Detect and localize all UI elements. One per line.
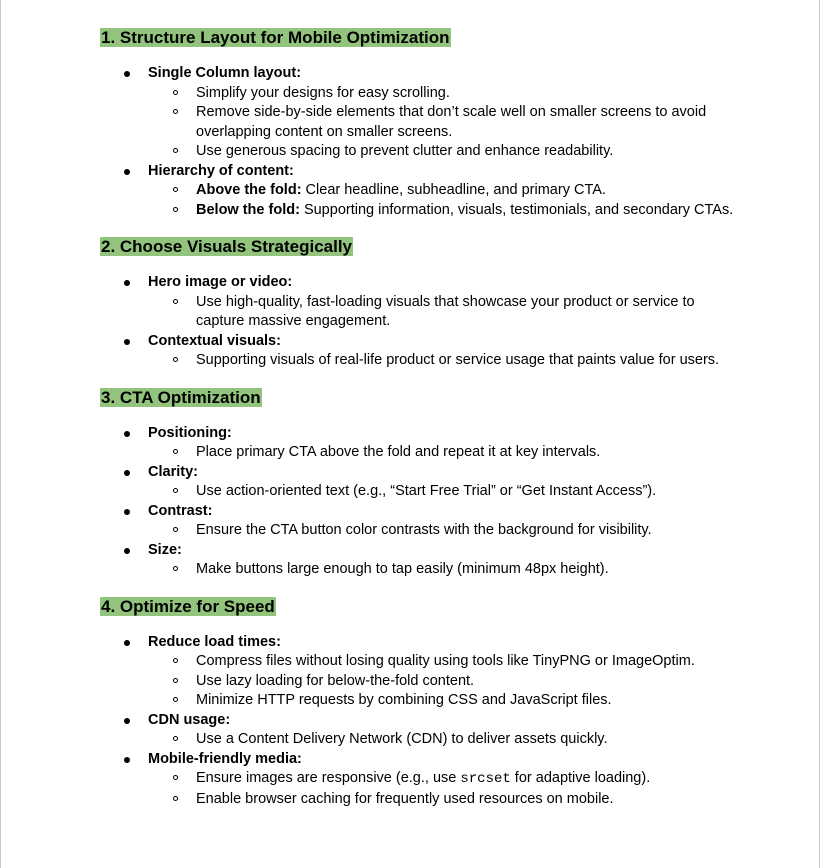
sub-item-text: Use action-oriented text (e.g., “Start Free Trial” or “Get Instant Access”).	[196, 483, 657, 499]
bullet-circle-icon	[173, 566, 178, 571]
section	[100, 596, 740, 810]
sub-list	[148, 482, 740, 502]
sub-list	[148, 443, 740, 463]
sub-item-bold-label: Above the fold:	[196, 182, 302, 198]
document-body	[100, 27, 740, 825]
bullet-dot-icon	[124, 169, 130, 175]
list-item-label: Reduce load times:	[148, 633, 281, 650]
bullet-dot-icon	[124, 431, 130, 437]
bullet-circle-icon	[173, 207, 178, 212]
sub-list-item	[148, 443, 740, 463]
sub-list	[148, 84, 740, 162]
list-item	[100, 633, 740, 711]
sub-item-text: Remove side-by-side elements that don’t scale well on smaller screens to avoid overlapping content on smaller screens.	[196, 104, 707, 140]
sub-item-text: Use lazy loading for below-the-fold content.	[196, 672, 475, 689]
sub-item-text: Simplify your designs for easy scrolling.	[196, 84, 450, 101]
sub-item-text: Supporting information, visuals, testimonials, and secondary CTAs.	[299, 201, 734, 218]
sub-item-text: Compress files without losing quality using tools like TinyPNG or ImageOptim.	[196, 653, 695, 669]
sub-item-text: Minimize HTTP requests by combining CSS and JavaScript files.	[196, 692, 612, 708]
bullet-dot-icon	[124, 339, 130, 345]
sub-item-text: Use generous spacing to prevent clutter and enhance readability.	[196, 143, 614, 159]
inline-code: srcset	[460, 771, 511, 787]
bullet-circle-icon	[173, 527, 178, 532]
section-heading	[100, 596, 740, 618]
sub-list	[148, 351, 740, 371]
section-heading-text: 3. CTA Optimization	[101, 387, 261, 407]
sub-list-item	[148, 482, 740, 502]
section-heading	[100, 27, 740, 49]
bullet-list	[100, 273, 740, 371]
list-item	[100, 750, 740, 810]
list-item-label: Clarity:	[148, 463, 198, 480]
sub-list	[148, 560, 740, 580]
list-item	[100, 463, 740, 502]
sub-list-item	[148, 769, 740, 790]
bullet-circle-icon	[173, 658, 178, 663]
list-item	[100, 273, 740, 332]
bullet-list	[100, 64, 740, 220]
sub-list-item	[148, 84, 740, 104]
list-item	[100, 541, 740, 580]
list-item	[100, 332, 740, 371]
section-heading	[100, 387, 740, 409]
bullet-dot-icon	[124, 757, 130, 763]
bullet-circle-icon	[173, 109, 178, 114]
list-item	[100, 502, 740, 541]
list-item-label: Hero image or video:	[148, 274, 293, 290]
sub-item-text: Use a Content Delivery Network (CDN) to deliver assets quickly.	[196, 731, 608, 747]
sub-list-item	[148, 201, 740, 221]
section	[100, 27, 740, 220]
list-item-label: Hierarchy of content:	[148, 162, 294, 179]
list-item	[100, 711, 740, 750]
list-item-label: Mobile-friendly media:	[148, 750, 302, 767]
sub-list-item	[148, 103, 740, 142]
sub-item-text: Place primary CTA above the fold and repeat it at key intervals.	[196, 444, 601, 460]
list-item-label: Size:	[148, 541, 182, 558]
sub-item-text: Ensure images are responsive (e.g., use	[196, 770, 461, 786]
sub-item-text: Clear headline, subheadline, and primary CTA.	[301, 182, 606, 198]
section-heading-text: 4. Optimize for Speed	[101, 596, 275, 616]
list-item-label: Positioning:	[148, 424, 232, 441]
sub-list-item	[148, 691, 740, 711]
list-item	[100, 162, 740, 221]
list-item-label: Single Column layout:	[148, 65, 302, 81]
list-item-label: Contrast:	[148, 502, 213, 519]
bullet-dot-icon	[124, 640, 130, 646]
sub-item-bold-label: Below the fold:	[196, 201, 300, 218]
list-item	[100, 64, 740, 162]
sub-list	[148, 293, 740, 332]
sub-list-item	[148, 560, 740, 580]
section-heading	[100, 236, 740, 258]
sub-list	[148, 769, 740, 809]
sub-list	[148, 181, 740, 220]
bullet-circle-icon	[173, 488, 178, 493]
section-heading-text: 1. Structure Layout for Mobile Optimization	[101, 28, 450, 47]
sub-list-item	[148, 181, 740, 201]
bullet-list	[100, 424, 740, 580]
sub-item-text: Use high-quality, fast-loading visuals that showcase your product or service to capture massive engagement.	[196, 293, 695, 329]
sub-list-item	[148, 730, 740, 750]
list-item-label: CDN usage:	[148, 711, 231, 728]
list-item	[100, 424, 740, 463]
sub-list	[148, 521, 740, 541]
sub-list	[148, 730, 740, 750]
sub-list-item	[148, 293, 740, 332]
sub-list	[148, 652, 740, 711]
sub-item-text-after: for adaptive loading).	[510, 770, 651, 786]
sub-item-text: Make buttons large enough to tap easily (minimum 48px height).	[196, 561, 609, 577]
sub-list-item	[148, 672, 740, 692]
bullet-circle-icon	[173, 796, 178, 801]
bullet-circle-icon	[173, 357, 178, 362]
sub-list-item	[148, 521, 740, 541]
bullet-dot-icon	[124, 280, 130, 286]
sub-item-text: Ensure the CTA button color contrasts with the background for visibility.	[196, 522, 652, 538]
bullet-dot-icon	[124, 470, 130, 476]
bullet-dot-icon	[124, 71, 130, 77]
sub-list-item	[148, 790, 740, 810]
list-item-label: Contextual visuals:	[148, 332, 281, 349]
sub-list-item	[148, 652, 740, 672]
bullet-circle-icon	[173, 148, 178, 153]
sub-list-item	[148, 351, 740, 371]
bullet-circle-icon	[173, 449, 178, 454]
bullet-dot-icon	[124, 548, 130, 554]
bullet-circle-icon	[173, 299, 178, 304]
bullet-circle-icon	[173, 736, 178, 741]
section	[100, 236, 740, 371]
sub-item-text: Enable browser caching for frequently used resources on mobile.	[196, 790, 614, 807]
sub-item-text: Supporting visuals of real-life product or service usage that paints value for users.	[196, 352, 720, 368]
section-heading-text: 2. Choose Visuals Strategically	[101, 237, 353, 256]
section	[100, 387, 740, 580]
bullet-dot-icon	[124, 509, 130, 515]
bullet-circle-icon	[173, 187, 178, 192]
bullet-circle-icon	[173, 90, 178, 95]
bullet-list	[100, 633, 740, 810]
bullet-circle-icon	[173, 697, 178, 702]
sub-list-item	[148, 142, 740, 162]
bullet-circle-icon	[173, 775, 178, 780]
bullet-circle-icon	[173, 678, 178, 683]
bullet-dot-icon	[124, 718, 130, 724]
